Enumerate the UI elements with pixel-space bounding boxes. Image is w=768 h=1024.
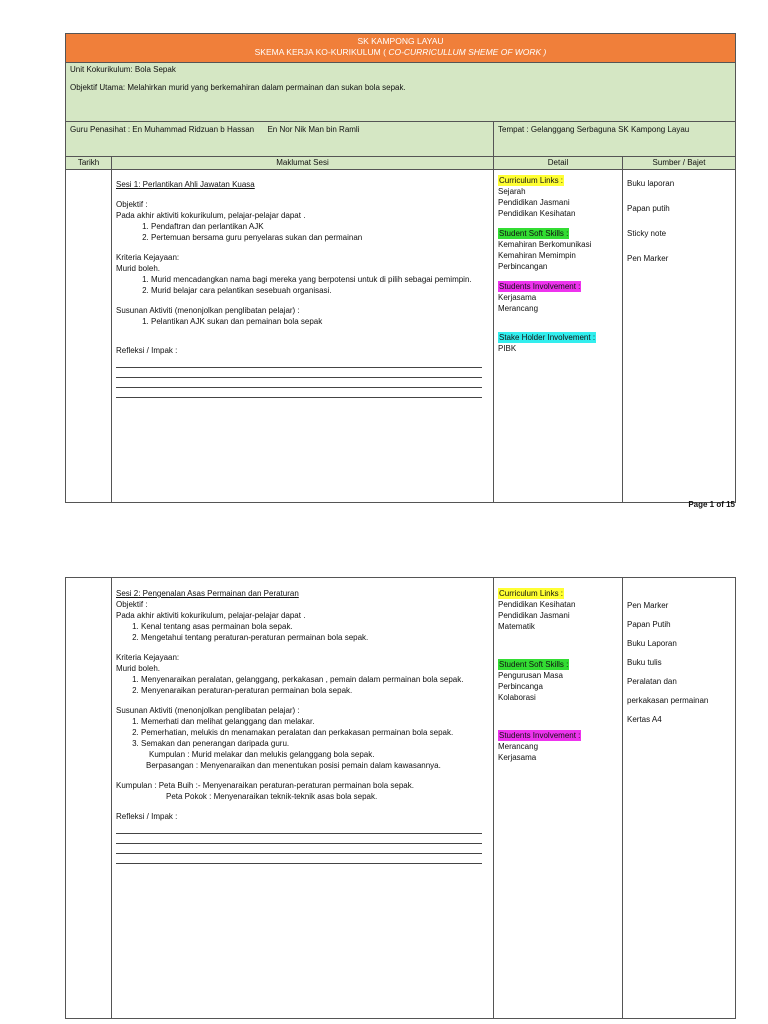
refleksi-label: Refleksi / Impak : [116,346,178,355]
list-item: Kolaborasi [498,693,536,702]
venue-label: Tempat : Gelanggang Serbaguna SK Kampong Layau [498,125,690,134]
col-sumber: Sumber / Bajet [623,157,736,170]
kriteria-list [116,274,489,296]
tarikh-cell [66,170,112,503]
susunan-list [116,316,489,327]
soft-skills-label: Student Soft Skills : [499,660,569,669]
advisor-cell [66,122,494,157]
session-title: Sesi 2: Pengenalan Asas Permainan dan Peraturan [116,589,299,598]
list-item: Merancang [498,742,539,751]
page-number: Page 1 of 15 [688,500,735,509]
list-item: 1. Memerhati dan melihat gelanggang dan melakar. [141,716,489,727]
list-item: Pendidikan Kesihatan [498,600,576,609]
list-item: 2. Pemerhatian, melukis dn menamakan peralatan dan perkakasan permainan bola sepak. [141,727,489,738]
list-item: Pen Marker [627,601,669,610]
objective-label: Objektif Utama: Melahirkan murid yang berkemahiran dalam permainan dan sukan bola sepak. [70,83,406,92]
maklumat-cell [112,578,494,1019]
list-item: Kemahiran Memimpin [498,251,576,260]
unit-row [66,63,736,122]
list-item: Buku tulis [627,658,662,667]
col-detail: Detail [494,157,623,170]
objektif-list [116,221,489,243]
objektif-intro: Pada akhir aktiviti kokurikulum, pelajar-pelajar dapat . [116,211,306,220]
list-item: 3. Semakan dan penerangan daripada guru. [141,738,489,749]
detail-cell [494,170,623,503]
col-maklumat: Maklumat Sesi [112,157,494,170]
list-item: Buku Laporan [627,639,677,648]
reflection-lines [116,824,489,864]
list-item: Kertas A4 [627,715,662,724]
list-item: perkakasan permainan [627,696,709,705]
list-item: Papan putih [627,204,670,213]
list-item: Kemahiran Berkomunikasi [498,240,592,249]
susunan-list [116,716,489,749]
scheme-title: SKEMA KERJA KO-KURIKULUM ( CO-CURRICULLUM SHEME OF WORK ) [254,47,547,57]
list-item: 1. Murid mencadangkan nama bagi mereka yang berpotensi untuk di pilih sebagai pemimpin. [151,274,489,285]
list-item: 2. Pertemuan bersama guru penyelaras sukan dan permainan [151,232,489,243]
header-title [66,34,736,63]
list-item: Peralatan dan [627,677,677,686]
curriculum-links-label: Curriculum Links : [499,176,564,185]
peta-pokok-line: Peta Pokok : Menyenaraikan teknik-teknik asas bola sepak. [166,792,378,801]
list-item: 1. Pendaftran dan perlantikan AJK [151,221,489,232]
list-item: 2. Murid belajar cara pelantikan sesebuah organisasi. [151,285,489,296]
list-item: 1. Pelantikan AJK sukan dan pemainan bola sepak [151,316,489,327]
advisor-1: Guru Penasihat : En Muhammad Ridzuan b Hassan [70,125,255,134]
detail-cell [494,578,623,1019]
page1-table [65,33,736,503]
list-item: Perbincangan [498,262,548,271]
list-item: Buku laporan [627,179,675,188]
list-item: Pendidikan Jasmani [498,611,570,620]
list-item: Sejarah [498,187,526,196]
school-name: SK KAMPONG LAYAU [357,36,444,46]
col-tarikh: Tarikh [66,157,112,170]
list-item: PIBK [498,344,517,353]
objektif-label: Objektif : [116,200,148,209]
reflection-lines [116,358,489,398]
list-item: 2. Mengetahui tentang peraturan-peraturan permainan bola sepak. [141,632,489,643]
murid-boleh: Murid boleh. [116,264,161,273]
sumber-cell [623,170,736,503]
list-item: Kerjasama [498,293,537,302]
list-item: Pendidikan Kesihatan [498,209,576,218]
list-item: Pen Marker [627,254,669,263]
list-item: 2. Menyenaraikan peraturan-peraturan permainan bola sepak. [141,685,489,696]
list-item: Matematik [498,622,535,631]
peta-buih-line: Kumpulan : Peta Buih :- Menyenaraikan peraturan-peraturan permainan bola sepak. [116,781,414,790]
maklumat-cell [112,170,494,503]
list-item: Perbincanga [498,682,543,691]
list-item: Papan Putih [627,620,671,629]
list-item: Kerjasama [498,753,537,762]
list-item: Merancang [498,304,539,313]
page2-table [65,577,736,1019]
curriculum-links-label: Curriculum Links : [499,589,564,598]
list-item: 1. Menyenaraikan peralatan, gelanggang, perkakasan , pemain dalam permainan bola sepak. [141,674,489,685]
objektif-intro: Pada akhir aktiviti kokurikulum, pelajar-pelajar dapat . [116,611,306,620]
advisor-2: En Nor Nik Man bin Ramli [267,125,360,134]
kriteria-list [116,674,489,696]
list-item: Pendidikan Jasmani [498,198,570,207]
susunan-label: Susunan Aktiviti (menonjolkan penglibatan pelajar) : [116,706,300,715]
session-title: Sesi 1: Perlantikan Ahli Jawatan Kuasa [116,180,255,189]
unit-label: Unit Kokurikulum: Bola Sepak [70,65,176,74]
list-item: Sticky note [627,229,667,238]
kriteria-label: Kriteria Kejayaan: [116,653,180,662]
list-item: 1. Kenal tentang asas permainan bola sepak. [141,621,489,632]
stakeholder-label: Stake Holder Involvement : [499,333,596,342]
refleksi-label: Refleksi / Impak : [116,812,178,821]
murid-boleh: Murid boleh. [116,664,161,673]
venue-cell [494,122,736,157]
tarikh-cell [66,578,112,1019]
susunan-label: Susunan Aktiviti (menonjolkan penglibatan pelajar) : [116,306,300,315]
involvement-label: Students Involvement : [499,731,581,740]
list-item: Pengurusan Masa [498,671,563,680]
soft-skills-label: Student Soft Skills : [499,229,569,238]
kriteria-label: Kriteria Kejayaan: [116,253,180,262]
involvement-label: Students Involvement : [499,282,581,291]
sumber-cell [623,578,736,1019]
objektif-label: Objektif : [116,600,148,609]
berpasangan-line: Berpasangan : Menyenaraikan dan menentukan posisi pemain dalam kawasannya. [146,761,441,770]
objektif-list [116,621,489,643]
kumpulan-line: Kumpulan : Murid melakar dan melukis gelanggang bola sepak. [149,750,375,759]
column-headers [66,157,736,170]
